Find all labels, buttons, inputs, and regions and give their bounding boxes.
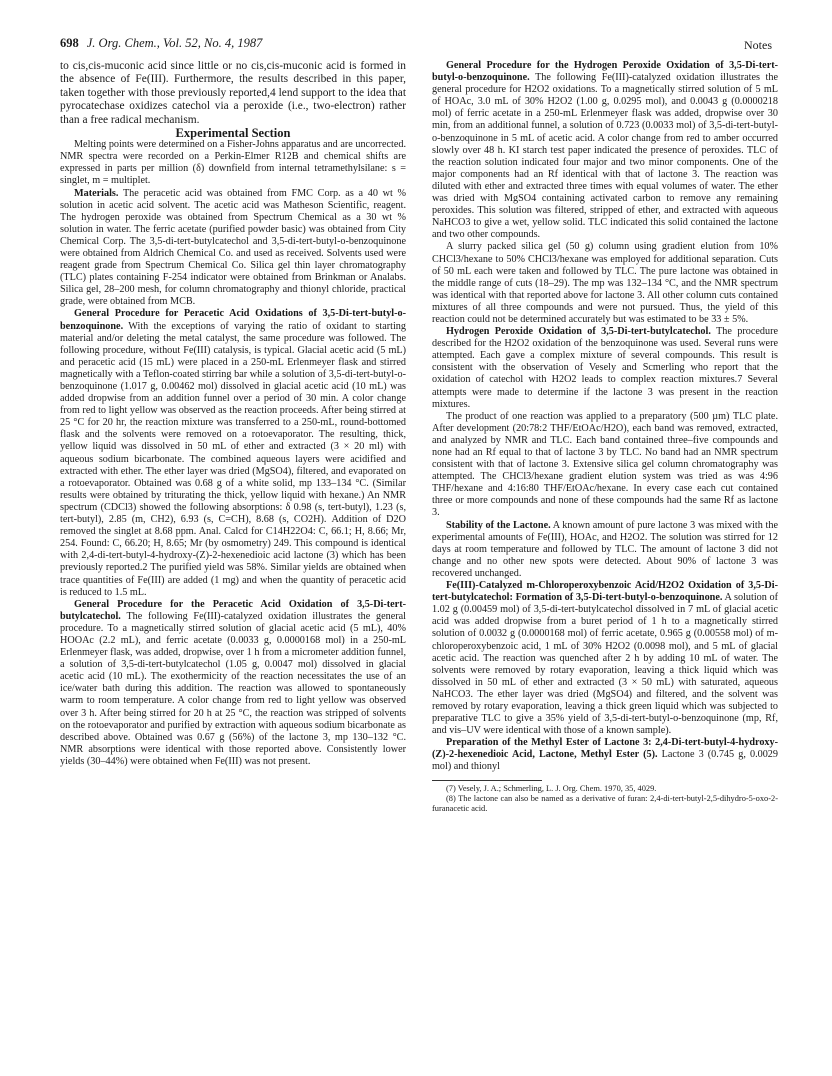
experimental-section-title: Experimental Section — [175, 126, 291, 141]
materials-paragraph — [60, 188, 406, 309]
stability-paragraph — [432, 520, 778, 580]
peracetic-quinone-text: With the exceptions of varying the ratio of oxidant to starting material and/or deleting the metal catalyst, the same procedure was followed. The following procedure, without Fe(III) catalysis, is typical. Glacial acetic acid (5 mL) and peracetic acid (15 mL) were placed in a 250-mL Erlenmeyer flask and stirred magnetically with a Teflon-coated stirring bar while a solution of 3,5-di-tert-butyl-o-benzoquinone (1.017 g, 0.00462 mol) dissolved in glacial acetic acid (10 mL) was added dropwise from an addition funnel over a period of 30 min. A color change from red to light yellow was observed as the reaction proceeds. After being stirred at 25 °C for 20 hr, the reaction mixture was transferred to a 250-mL, round-bottomed flask and the solvents were removed on a rotoevaporator. The resulting, thick, yellow liquid was dissolved in 50 mL of ether and extracted (3 × 20 ml) with aqueous sodium bicarbonate. The combined aqueous layers were acidified and extracted with ether. The ether layer was dried (MgSO4), filtered, and evaporated on a rotoevaporator. Obtained was 0.68 g of a white solid, mp 133–134 °C. (Similar results were obtained by triturating the thick, yellow liquid with hexane.) An NMR spectrum (CDCl3) showed the following absorptions: δ 0.98 (s, tert-butyl), 1.23 (s, tert-butyl), 2.85 (m, CH2), 6.93 (s, C=CH), 8.68 (s, CO2H). Addition of D2O removed the singlet at 8.68 ppm. Anal. Calcd for C14H22O4: C, 66.1; H, 8.66; Mr, 254. Found: C, 66.20; H, 8.65; Mr (by osmometry) 249. This compound is identical with 2,4-di-tert-butyl-4-hydroxy-(Z)-2-hexenedioic acid lactone (3) which has been previously reported.2 The purified yield was 58%. Similar yields are obtained when trace quantities of Fe(III) are added (1 mg) and when the quantity of peracetic acid is reduced to 1.5 mL. — [60, 320, 406, 598]
h2o2-catechol-heading: Hydrogen Peroxide Oxidation of 3,5-Di-tert-butylcatechol. — [446, 326, 711, 338]
stability-text: A known amount of pure lactone 3 was mixed with the experimental amounts of Fe(III), HOAc, and H2O2. The solution was stirred for 12 days at room temperature and followed by TLC. The amount of lactone 3 did not change and no other new spots were detected. About 90% of lactone 3 was recovered unchanged. — [432, 519, 778, 579]
peracetic-catechol-text: The following Fe(III)-catalyzed oxidation illustrates the general procedure. To a magnetically stirred solution of glacial acetic acid (5 mL), 40% HOOAc (2.2 mL), and ferric acetate (0.0033 g, 0.0000168 mol) in a 250-mL Erlenmeyer flask, was added, dropwise, over 1 h from a micrometer addition funnel, a solution of 3,5-di-tert-butylcatechol (1.05 g, 0.0047 mol) dissolved in glacial acetic acid (10 mL). The exothermicity of the reaction necessitates the use of an ice/water bath during this addition. The reaction was allowed to spontaneously warm to room temperature. A color change from red to light yellow was observed over 3 h. After being stirred for 20 h at 25 °C, the reaction was stripped of solvents on the rotoevaporator and purified by extraction with aqueous sodium bicarbonate as described above. Obtained was 0.67 g (56%) of the lactone 3, mp 130–132 °C. NMR absorptions were identical with those reported above. Consistently lower yields (30–44%) were obtained when Fe(III) was not present. — [60, 610, 406, 767]
peracetic-quinone-heading: General Procedure for Peracetic Acid Oxidations of 3,5-Di-tert-butyl-o-benzoquinone. — [60, 308, 406, 332]
intro-paragraph: to cis,cis-muconic acid since little or no cis,cis-muconic acid is formed in the absence of Fe(III). Furthermore, the results described in this paper, taken together with those previously reported,4 lend support to the idea that pyrocatechase oxidizes catechol via a peroxide (i.e., two-electron) rather than a free radical mechanism. — [60, 60, 406, 126]
mcpba-text: A solution of 1.02 g (0.00459 mol) of 3,5-di-tert-butylcatechol dissolved in 7 mL of glacial acetic acid was added dropwise from a buret period of 1 h to a magnetically stirred solution of 0.0032 g (0.0000168 mol) of ferric acetate, 0.965 g (0.00558 mol) of m-chloroperoxybenzoic acid, 1 mL of 30% H2O2 (0.0098 mol), and 5 mL of glacial acetic acid. The reaction was quenched after 2 h by adding 10 mL of water. The solvents were removed by rotary evaporation, leaving a thick liquid which was dissolved in 50 mL of ether and extracted (3 × 50 mL) with saturated, aqueous NaHCO3. The ether layer was dried (MgSO4) and filtered, and the solvent was removed by rotary evaporation, leaving a thick green liquid which was subjected to preparative TLC to give a 35% yield of 3,5-di-tert-butyl-o-benzoquinone (mp, Rf, and vis–UV were identical with those of a known sample). — [432, 592, 778, 737]
running-header — [60, 36, 772, 56]
journal-citation: J. Org. Chem., Vol. 52, No. 4, 1987 — [86, 36, 263, 50]
stability-heading: Stability of the Lactone. — [446, 519, 551, 531]
footnote-8: (8) The lactone can also be named as a derivative of furan: 2,4-di-tert-butyl-2,5-dihydro-5-oxo-2-furanacetic acid. — [432, 793, 778, 813]
section-label: Notes — [744, 38, 772, 52]
silica-column-paragraph: A slurry packed silica gel (50 g) column using gradient elution from 10% CHCl3/hexane to 50% CHCl3/hexane was employed for additional separation. Cuts of 50 mL each were taken and followed by TLC. The pure lactone was obtained in the middle range of cuts (18–29). The mp was 132–134 °C, and the NMR spectrum was identical with that reported above for lactone 3. All other column cuts contained mixtures of all three compounds and were not pursued. Thus, the yield of this reaction could not be determined accurately but was estimated to be 33 ± 5%. — [432, 241, 778, 325]
materials-heading: Materials. — [74, 187, 119, 199]
footnote-7: (7) Vesely, J. A.; Schmerling, L. J. Org. Chem. 1970, 35, 4029. — [446, 783, 657, 793]
h2o2-quinone-paragraph — [432, 60, 778, 241]
preparatory-tlc-paragraph: The product of one reaction was applied to a preparatory (500 µm) TLC plate. After development (20:78:2 THF/EtOAc/H2O), each band was removed, extracted, and analyzed by NMR and TLC. Each band contained three–five compounds and none had an Rf equal to that of lactone 3 by TLC. No band had an NMR spectrum consistent with that of lactone 3. Extensive silica gel column chromatography was attempted. The CHCl3/hexane gradient elution system was tried as was 4:96 THF/hexane and 4:16:80 THF/EtOAc/hexane. In every case each cut contained three or more compounds and none of these compounds had the same Rf as lactone 3. — [432, 410, 778, 519]
peracetic-catechol-heading: General Procedure for the Peracetic Acid Oxidation of 3,5-Di-tert-butylcatechol. — [60, 598, 406, 622]
peracetic-catechol-paragraph — [60, 599, 406, 768]
h2o2-catechol-paragraph — [432, 326, 778, 411]
footnote-divider — [432, 780, 542, 781]
methyl-ester-text: Lactone 3 (0.745 g, 0.0029 mol) and thionyl — [432, 749, 778, 773]
h2o2-quinone-text: The following Fe(III)-catalyzed oxidation illustrates the general procedure for H2O2 oxidations. To a magnetically stirred solution of 5 mL of HOAc, 3.0 mL of 30% H2O2 (1.00 g, 0.0295 mol), and 0.0043 g (0.0000218 mol) of ferric acetate in a 250-mL Erlenmeyer flask was added, dropwise over 30 min, from an additional funnel, a solution of 0.723 (0.0033 mol) of 3,5-di-tert-butyl-o-benzoquinone in 5 mL of acetic acid. A color change from red to amber occurred slowly over 48 h. KI starch test paper indicated the presence of peroxides. TLC of the reaction solution indicated four major and two minor components. One of the major components had an Rf identical with that of lactone 3. The reaction was diluted with ether and extracted three times with equal volumes of water. The ether was dried with MgSO4 containing activated carbon to remove any remaining peroxides. This solution was filtered, stripped of ether, and extracted with aqueous NaHCO3 to give a wet, yellow solid. TLC indicated this solid contained the lactone and two other compounds. — [432, 72, 778, 241]
left-column — [60, 60, 406, 768]
mcpba-paragraph — [432, 580, 778, 737]
methods-paragraph: Melting points were determined on a Fisher-Johns apparatus and are uncorrected. NMR spectra were recorded on a Perkin-Elmer R12B and chemical shifts are expressed in parts per million (δ) downfield from internal tetramethylsilane: s = singlet, m = multiplet. — [60, 139, 406, 187]
right-column — [432, 60, 778, 814]
peracetic-quinone-paragraph — [60, 308, 406, 598]
h2o2-catechol-text: The procedure described for the H2O2 oxidation of the benzoquinone was used. Several runs were attempted. Each gave a complex mixture of several compounds. This result is consistent with the observation of Vesely and Scmerling who report that the oxidation of catechol with H2O2 leads to complex reaction mixtures.7 Several attempts were made to determine if the lactone 3 was present in the reaction mixtures. — [432, 326, 778, 410]
mcpba-heading: Fe(III)-Catalyzed m-Chloroperoxybenzoic Acid/H2O2 Oxidation of 3,5-Di-tert-butylcatechol: Formation of 3,5-Di-tert-butyl-o-benzoquinone. — [432, 580, 778, 604]
methyl-ester-heading: Preparation of the Methyl Ester of Lactone 3: 2,4-Di-tert-butyl-4-hydroxy-(Z)-2-hexenedioic Acid, Lactone, Methyl Ester (5). — [432, 737, 778, 761]
methyl-ester-paragraph — [432, 737, 778, 773]
page-number: 698 — [60, 36, 79, 50]
materials-text: The peracetic acid was obtained from FMC Corp. as a 40 wt % solution in acetic acid solvent. The acetic acid was Matheson Scientific, reagent. The hydrogen peroxide was obtained from Spectrum Chemical as a 30 wt % solution in water. The ferric acetate (purified powder basic) was obtained from City Chemical Corp. The 3,5-di-tert-butylcatechol and 3,5-di-tert-butyl-o-benzoquinone were obtained from Aldrich Chemical Co. and used as received. Solvents used were reagent grade from Spectrum Chemical Co. Silica gel thin layer chromatography (TLC) plates containing F-254 indicator were obtained from Brinkman or Analabs. Silica gel, 28–200 mesh, for column chromatography and thionyl chloride, practical grade, were obtained from MCB. — [60, 187, 406, 308]
h2o2-quinone-heading: General Procedure for the Hydrogen Peroxide Oxidation of 3,5-Di-tert-butyl-o-benzoquinone. — [432, 60, 778, 84]
